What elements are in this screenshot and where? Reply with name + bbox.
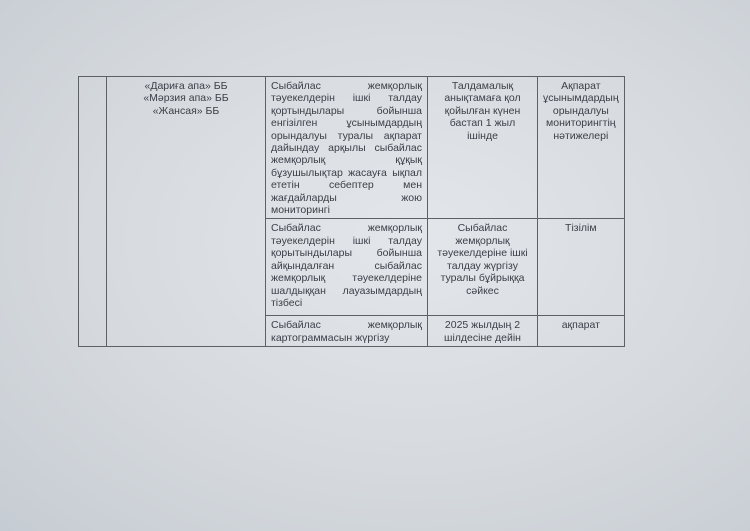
deadline-cell: Сыбайлас жемқорлық тәуекелдеріне ішкі талдау жүргізу туралы бұйрыққа сәйкес bbox=[428, 219, 538, 316]
table-row bbox=[79, 77, 625, 219]
organization-name: «Дариға апа» ББ bbox=[144, 80, 228, 92]
result-cell: Тізілім bbox=[538, 219, 625, 316]
action-plan-table bbox=[78, 76, 625, 347]
measure-cell: Сыбайлас жемқорлық тәуекелдерін ішкі талдау қорытындылары бойынша айқындалған сыбайлас жемқорлық тәуекелдеріне шалдыққан лауазымдардың тізбесі bbox=[266, 219, 428, 316]
measure-cell: Сыбайлас жемқорлық тәуекелдерін ішкі талдау қортындылары бойынша енгізілген ұсынымдардың орындалуы туралы ақпарат дайындау арқылы сыбайлас жемқорлық құқық бұзушылықтар жасауға ықпал ететін себептер мен жағдайларды жою мониторингі bbox=[266, 77, 428, 219]
organization-name: «Мәрзия апа» ББ bbox=[143, 92, 229, 105]
measure-cell: Сыбайлас жемқорлық картограммасын жүргізу bbox=[266, 316, 428, 347]
result-cell: Ақпарат ұсынымдардың орындалуы мониторингтің нәтижелері bbox=[538, 77, 625, 219]
result-cell: ақпарат bbox=[538, 316, 625, 347]
organizations-cell bbox=[107, 77, 266, 347]
organization-name: «Жансая» ББ bbox=[152, 104, 220, 117]
deadline-cell: Талдамалық анықтамаға қол қойылған күнен бастап 1 жыл ішінде bbox=[428, 77, 538, 219]
deadline-cell: 2025 жылдың 2 шілдесіне дейін bbox=[428, 316, 538, 347]
row-number-cell bbox=[79, 77, 107, 347]
